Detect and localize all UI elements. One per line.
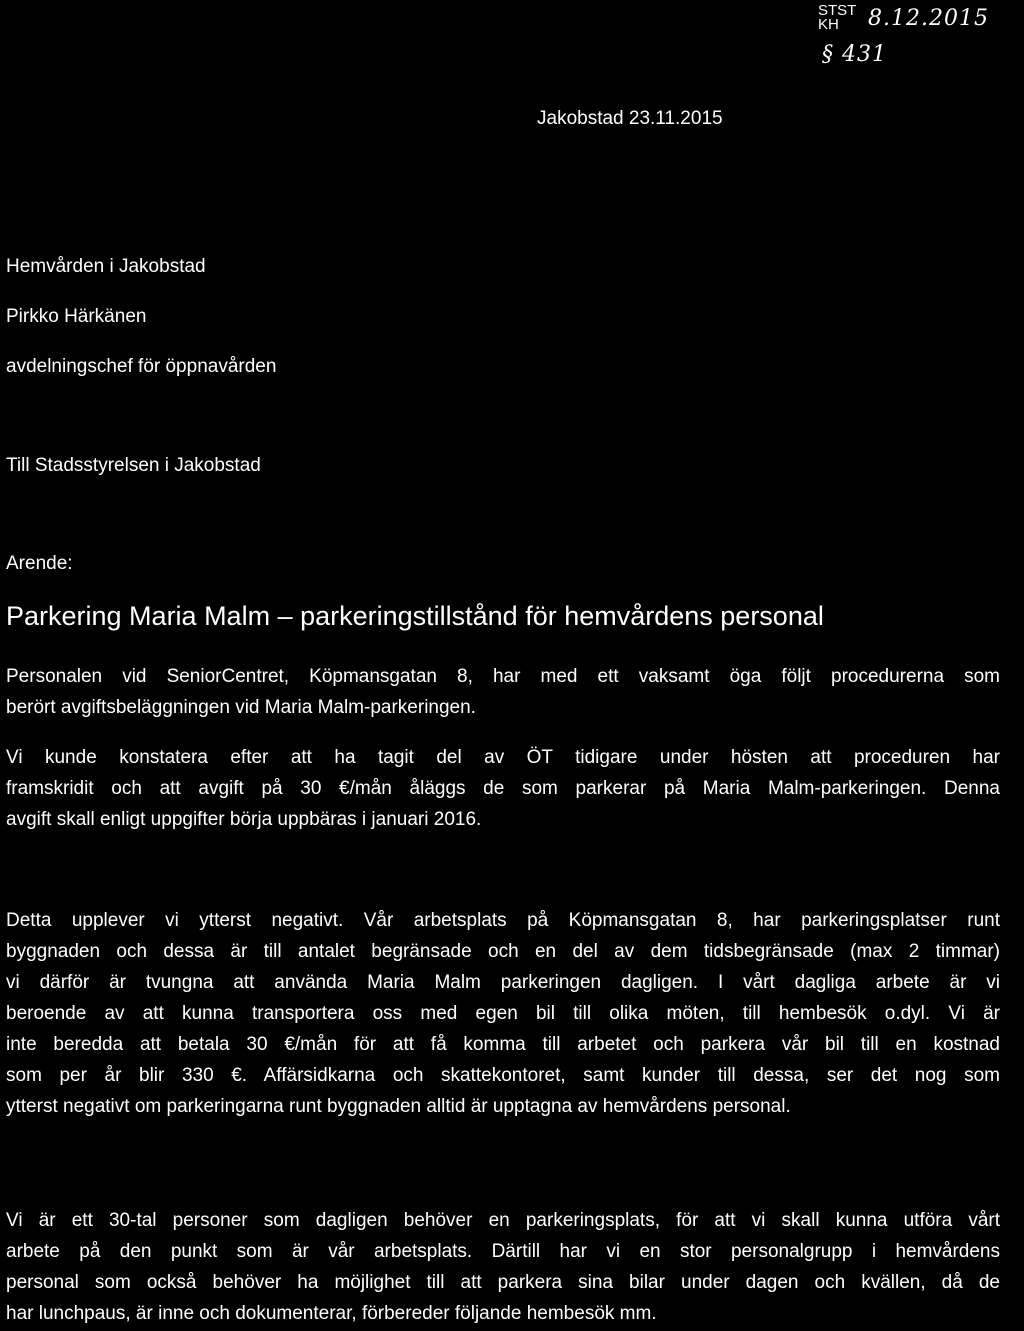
sender-title: avdelningschef för öppnavården [6,356,277,377]
paragraph-line: inte beredda att betala 30 €/mån för att få komma till arbetet och parkera vår bil till en kostnad [6,1034,1000,1055]
paragraph-line: Detta upplever vi ytterst negativt. Vår arbetsplats på Köpmansgatan 8, har parkeringsplatser runt [6,910,1000,931]
paragraph-line: byggnaden och dessa är till antalet begränsade och en del av dem tidsbegränsade (max 2 timmar) [6,941,1000,962]
paragraph-line: beroende av att kunna transportera oss med egen bil till olika möten, till hembesök o.dyl. Vi är [6,1003,1000,1024]
sender-organization: Hemvården i Jakobstad [6,256,206,277]
stamp-label-bottom: KH [818,16,839,33]
paragraph-line: framskridit och att avgift på 30 €/mån åläggs de som parkerar på Maria Malm-parkeringen. Denna [6,778,1000,799]
paragraph-line: Vi är ett 30-tal personer som dagligen behöver en parkeringsplats, för att vi skall kunna utföra vårt [6,1210,1000,1231]
paragraph-line: Personalen vid SeniorCentret, Köpmansgatan 8, har med ett vaksamt öga följt procedurerna som [6,666,1000,687]
paragraph-line: arbete på den punkt som är vår arbetsplats. Därtill har vi en stor personalgrupp i hemvårdens [6,1241,1000,1262]
paragraph-line: ytterst negativt om parkeringarna runt byggnaden alltid är upptagna av hemvårdens personal. [6,1096,791,1117]
paragraph-3 [6,905,1000,1122]
place-date: Jakobstad 23.11.2015 [537,108,723,129]
stamp-handwritten-section: § 431 [822,42,887,67]
paragraph-line: vi därför är tvungna att använda Maria Malm parkeringen dagligen. I vårt dagliga arbete är vi [6,972,1000,993]
paragraph-2 [6,742,1000,835]
subject-label: Arende: [6,553,73,574]
stamp-label-top: STST [818,2,857,19]
sender-name: Pirkko Härkänen [6,306,147,327]
stamp-handwritten-date: 8.12.2015 [868,6,989,31]
paragraph-1 [6,661,1000,723]
paragraph-line: personal som också behöver ha möjlighet till att parkera sina bilar under dagen och kvällen, då de [6,1272,1000,1293]
paragraph-4 [6,1205,1000,1329]
subject-title: Parkering Maria Malm – parkeringstillstånd för hemvårdens personal [6,601,824,631]
paragraph-line: som per år blir 330 €. Affärsidkarna och skattekontoret, samt kunder till dessa, ser det nog som [6,1065,1000,1086]
paragraph-line: avgift skall enligt uppgifter börja uppbäras i januari 2016. [6,809,482,830]
recipient-line: Till Stadsstyrelsen i Jakobstad [6,455,261,476]
paragraph-line: berört avgiftsbeläggningen vid Maria Malm-parkeringen. [6,697,476,718]
paragraph-line: har lunchpaus, är inne och dokumenterar, förbereder följande hembesök mm. [6,1303,657,1324]
paragraph-line: Vi kunde konstatera efter att ha tagit del av ÖT tidigare under hösten att proceduren har [6,747,1000,768]
registry-stamp [818,2,1018,72]
